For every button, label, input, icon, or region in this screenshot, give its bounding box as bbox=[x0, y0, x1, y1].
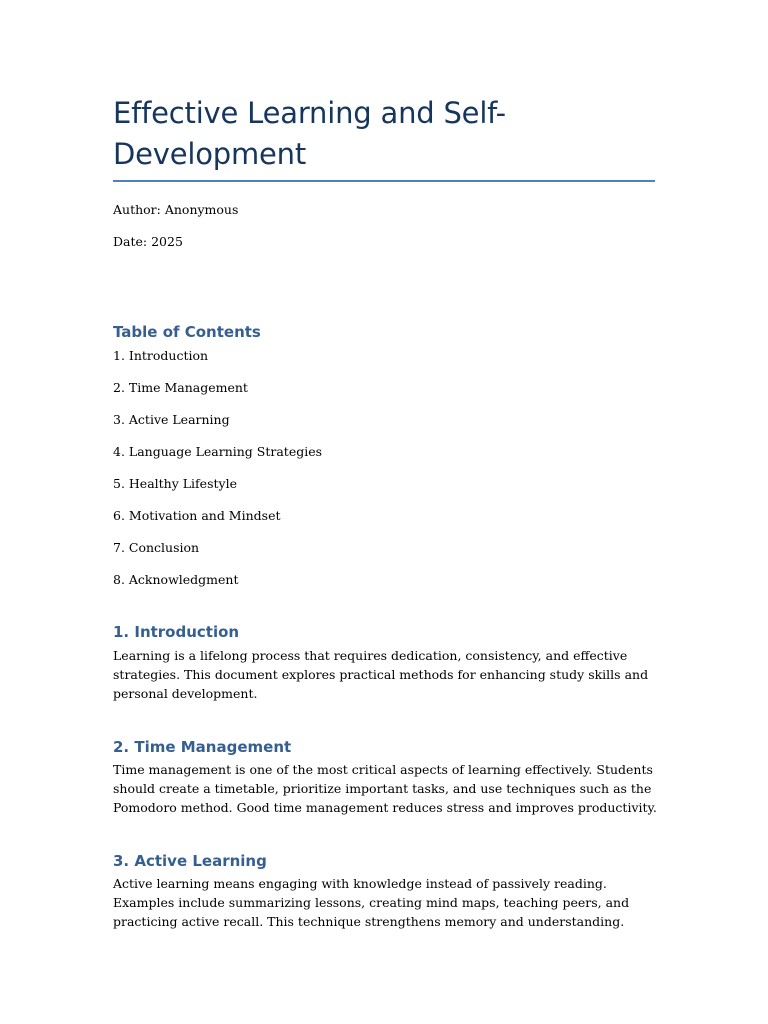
toc-heading: Table of Contents bbox=[113, 323, 261, 341]
section-heading: 3. Active Learning bbox=[113, 852, 267, 870]
toc-item-language-learning: 4. Language Learning Strategies bbox=[113, 444, 323, 459]
section-paragraph: Learning is a lifelong process that requires dedication, consistency, and effective strategies. This document explores practical methods for enhancing study skills and personal development. bbox=[113, 648, 649, 702]
toc-item-motivation: 6. Motivation and Mindset bbox=[113, 508, 281, 523]
section-paragraph: Active learning means engaging with knowledge instead of passively reading. Examples include summarizing lessons, creating mind maps, teaching peers, and practicing active recall. This technique strengthens memory and understanding. bbox=[113, 876, 630, 930]
toc-item-conclusion: 7. Conclusion bbox=[113, 540, 200, 555]
toc-item-acknowledgment: 8. Acknowledgment bbox=[113, 572, 239, 587]
author-line: Author: Anonymous bbox=[113, 202, 239, 217]
section-paragraph: Time management is one of the most critical aspects of learning effectively. Students should create a timetable, prioritize important tasks, and use techniques such as the Pomodoro method. Good time management reduces stress and improves productivity. bbox=[113, 762, 657, 816]
section-heading: 1. Introduction bbox=[113, 623, 240, 641]
title-divider bbox=[113, 180, 655, 182]
toc-item-active-learning: 3. Active Learning bbox=[113, 412, 230, 427]
toc-item-healthy-lifestyle: 5. Healthy Lifestyle bbox=[113, 476, 237, 491]
toc-item-introduction: 1. Introduction bbox=[113, 348, 209, 363]
document-title: Effective Learning and Self-Development bbox=[113, 96, 506, 171]
date-line: Date: 2025 bbox=[113, 234, 183, 249]
section-heading: 2. Time Management bbox=[113, 738, 292, 756]
toc-item-time-management: 2. Time Management bbox=[113, 380, 248, 395]
